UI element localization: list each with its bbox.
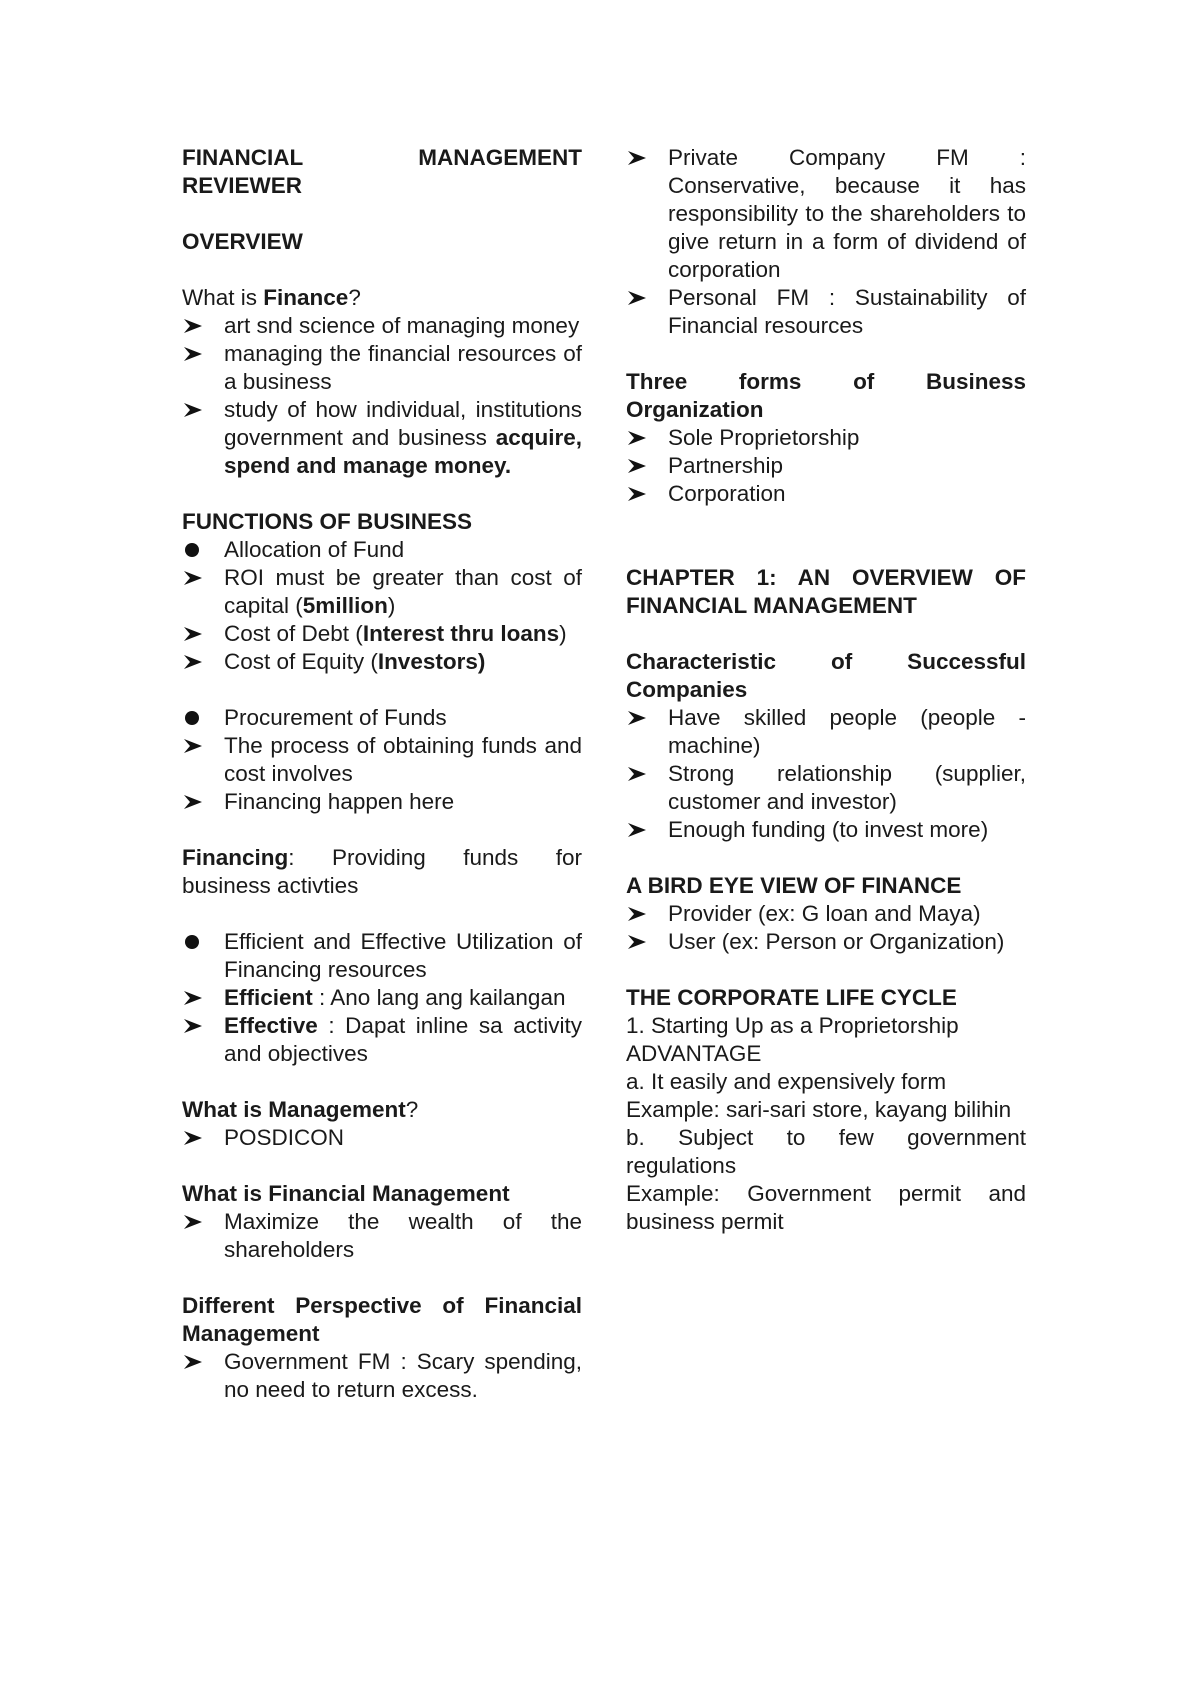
advantage-a: a. It easily and expensively form: [626, 1069, 947, 1094]
list-item: Cost of Equity (Investors): [182, 648, 582, 676]
list-item: managing the financial resources of a business: [182, 340, 582, 396]
arrow-bullet-icon: [626, 816, 648, 844]
list-item: Allocation of Fund: [182, 536, 582, 564]
example-1: Example: sari-sari store, kayang bilihin: [626, 1097, 1012, 1122]
arrow-bullet-icon: [626, 928, 648, 956]
finance-question: What is Finance?: [182, 285, 361, 310]
doc-title-line2: REVIEWER: [182, 173, 303, 198]
list-item: Strong relationship (supplier, customer and investor): [626, 760, 1026, 816]
functions-heading: FUNCTIONS OF BUSINESS: [182, 509, 473, 534]
arrow-bullet-icon: [626, 760, 648, 788]
list-item: ROI must be greater than cost of capital (5million): [182, 564, 582, 620]
life-cycle-heading: THE CORPORATE LIFE CYCLE: [626, 985, 957, 1010]
left-column: [182, 144, 582, 1404]
management-question: What is Management?: [182, 1097, 419, 1122]
financial-management-question: What is Financial Management: [182, 1181, 510, 1206]
arrow-bullet-icon: [626, 144, 648, 172]
starting-up-line: 1. Starting Up as a Proprietorship: [626, 1013, 959, 1038]
arrow-bullet-icon: [182, 396, 204, 424]
characteristic-heading: Characteristic of Successful Companies: [626, 649, 1026, 702]
list-item: study of how individual, institutions government and business acquire, spend and manage money.: [182, 396, 582, 480]
chapter-heading: CHAPTER 1: AN OVERVIEW OF FINANCIAL MANAGEMENT: [626, 565, 1026, 618]
arrow-bullet-icon: [626, 284, 648, 312]
arrow-bullet-icon: [182, 1348, 204, 1376]
list-item: Private Company FM : Conservative, because it has responsibility to the shareholders to give return in a form of dividend of corporation: [626, 144, 1026, 284]
arrow-bullet-icon: [182, 732, 204, 760]
advantage-b: b. Subject to few government regulations: [626, 1125, 1026, 1178]
list-item: Partnership: [626, 452, 1026, 480]
list-item: Efficient : Ano lang ang kailangan: [182, 984, 582, 1012]
arrow-bullet-icon: [182, 1208, 204, 1236]
arrow-bullet-icon: [182, 1012, 204, 1040]
arrow-bullet-icon: [182, 620, 204, 648]
arrow-bullet-icon: [626, 424, 648, 452]
circle-bullet-icon: [182, 536, 204, 564]
arrow-bullet-icon: [626, 480, 648, 508]
list-item: Financing happen here: [182, 788, 582, 816]
list-item: Government FM : Scary spending, no need to return excess.: [182, 1348, 582, 1404]
list-item: Efficient and Effective Utilization of Financing resources: [182, 928, 582, 984]
list-item: Effective : Dapat inline sa activity and objectives: [182, 1012, 582, 1068]
arrow-bullet-icon: [626, 452, 648, 480]
list-item: Maximize the wealth of the shareholders: [182, 1208, 582, 1264]
arrow-bullet-icon: [626, 900, 648, 928]
arrow-bullet-icon: [182, 312, 204, 340]
example-2: Example: Government permit and business permit: [626, 1181, 1026, 1234]
circle-bullet-icon: [182, 928, 204, 956]
arrow-bullet-icon: [182, 984, 204, 1012]
list-item: art snd science of managing money: [182, 312, 582, 340]
list-item: Enough funding (to invest more): [626, 816, 1026, 844]
list-item: Have skilled people (people - machine): [626, 704, 1026, 760]
overview-heading: OVERVIEW: [182, 229, 303, 254]
financing-definition: Financing: Providing funds for business activties: [182, 845, 582, 898]
arrow-bullet-icon: [182, 340, 204, 368]
advantage-label: ADVANTAGE: [626, 1041, 762, 1066]
three-forms-heading: Three forms of Business Organization: [626, 369, 1026, 422]
list-item: The process of obtaining funds and cost involves: [182, 732, 582, 788]
list-item: User (ex: Person or Organization): [626, 928, 1026, 956]
list-item: Corporation: [626, 480, 1026, 508]
perspective-heading: Different Perspective of Financial Management: [182, 1293, 582, 1346]
circle-bullet-icon: [182, 704, 204, 732]
list-item: Provider (ex: G loan and Maya): [626, 900, 1026, 928]
list-item: Sole Proprietorship: [626, 424, 1026, 452]
doc-title-line1: FINANCIAL MANAGEMENT: [182, 145, 582, 170]
arrow-bullet-icon: [182, 648, 204, 676]
arrow-bullet-icon: [626, 704, 648, 732]
right-column: [626, 144, 1026, 1236]
bird-eye-heading: A BIRD EYE VIEW OF FINANCE: [626, 873, 962, 898]
list-item: Procurement of Funds: [182, 704, 582, 732]
arrow-bullet-icon: [182, 1124, 204, 1152]
list-item: POSDICON: [182, 1124, 582, 1152]
arrow-bullet-icon: [182, 788, 204, 816]
list-item: Cost of Debt (Interest thru loans): [182, 620, 582, 648]
arrow-bullet-icon: [182, 564, 204, 592]
list-item: Personal FM : Sustainability of Financial resources: [626, 284, 1026, 340]
